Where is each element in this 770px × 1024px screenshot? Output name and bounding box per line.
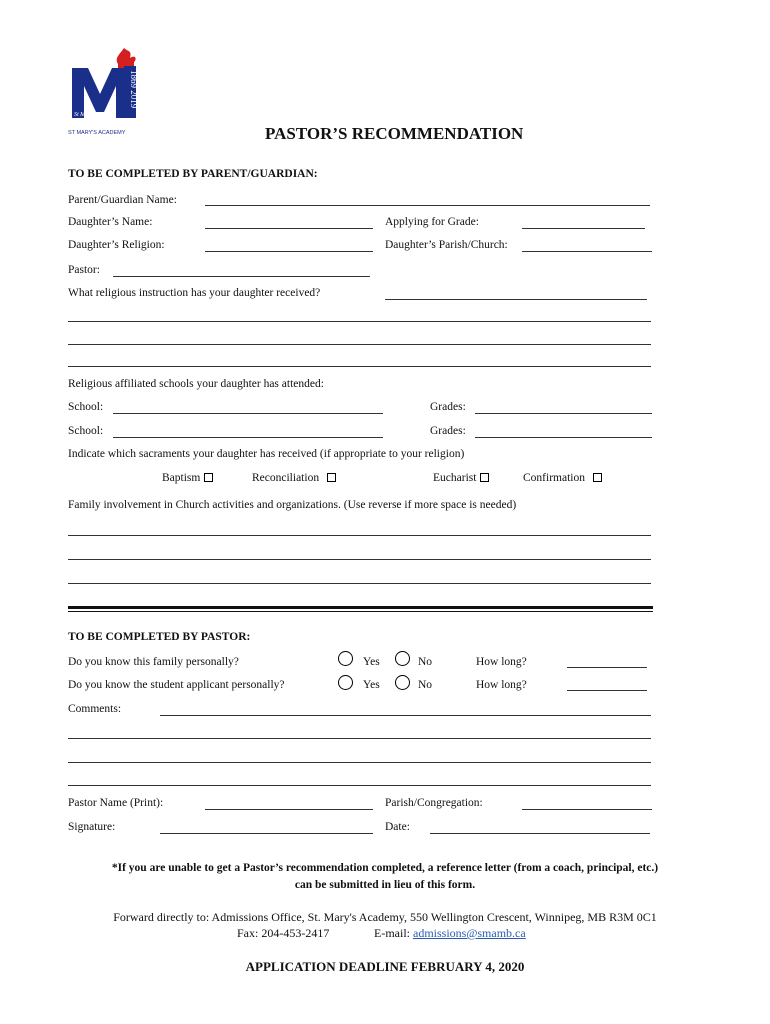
how-long-label: How long? <box>476 679 527 691</box>
grades-field[interactable] <box>475 413 652 414</box>
divider <box>68 606 653 609</box>
school-label: School: <box>68 425 104 437</box>
forward-address: Forward directly to: Admissions Office, St. Mary's Academy, 550 Wellington Crescent, Winnipeg, MB R3M 0C1 <box>113 910 657 924</box>
comments-line[interactable] <box>68 785 651 786</box>
checkbox-icon <box>593 473 602 482</box>
school-field[interactable] <box>113 413 383 414</box>
congregation-label: Parish/Congregation: <box>385 797 483 809</box>
fax: Fax: 204-453-2417 <box>237 926 330 940</box>
grades-label: Grades: <box>430 401 466 413</box>
comments-label: Comments: <box>68 703 122 715</box>
signature-field[interactable] <box>160 833 373 834</box>
parent-name-label: Parent/Guardian Name: <box>68 194 177 206</box>
reconciliation-checkbox[interactable]: Reconciliation <box>252 472 336 484</box>
email-link[interactable]: admissions@smamb.ca <box>413 926 526 940</box>
eucharist-checkbox[interactable]: Eucharist <box>433 472 489 484</box>
checkbox-icon <box>327 473 336 482</box>
school-label: School: <box>68 401 104 413</box>
how-long-label: How long? <box>476 656 527 668</box>
how-long-field[interactable] <box>567 667 647 668</box>
pastor-label: Pastor: <box>68 264 100 276</box>
instruction-line[interactable] <box>68 344 651 345</box>
instruction-field[interactable] <box>385 299 647 300</box>
yes-label: Yes <box>363 656 380 668</box>
instruction-label: What religious instruction has your daughter received? <box>68 287 321 299</box>
religion-field[interactable] <box>205 251 373 252</box>
checkbox-icon <box>204 473 213 482</box>
comments-field[interactable] <box>160 715 651 716</box>
instruction-line[interactable] <box>68 366 651 367</box>
family-label: Family involvement in Church activities and organizations. (Use reverse if more space is needed) <box>68 499 517 511</box>
logo-caption: ST MARY'S ACADEMY <box>68 130 126 136</box>
family-line[interactable] <box>68 535 651 536</box>
schools-label: Religious affiliated schools your daughter has attended: <box>68 378 324 390</box>
no-label: No <box>418 656 433 668</box>
daughter-name-label: Daughter’s Name: <box>68 216 153 228</box>
q2-yes-radio[interactable] <box>338 675 353 690</box>
family-line[interactable] <box>68 559 651 560</box>
note-line-1: *If you are unable to get a Pastor’s recommendation completed, a reference letter (from a coach, principal, etc.) <box>111 862 659 874</box>
parent-heading: TO BE COMPLETED BY PARENT/GUARDIAN: <box>68 168 318 180</box>
pastor-name-field[interactable] <box>205 809 373 810</box>
deadline: APPLICATION DEADLINE FEBRUARY 4, 2020 <box>245 959 525 974</box>
pastor-name-label: Pastor Name (Print): <box>68 797 164 809</box>
grades-label: Grades: <box>430 425 466 437</box>
date-field[interactable] <box>430 833 650 834</box>
no-label: No <box>418 679 433 691</box>
page-title: PASTOR’S RECOMMENDATION <box>265 124 524 143</box>
congregation-field[interactable] <box>522 809 652 810</box>
checkbox-icon <box>480 473 489 482</box>
signature-label: Signature: <box>68 821 116 833</box>
parish-label: Daughter’s Parish/Church: <box>385 239 508 251</box>
confirmation-checkbox[interactable]: Confirmation <box>523 472 602 484</box>
q1-label: Do you know this family personally? <box>68 656 239 668</box>
yes-label: Yes <box>363 679 380 691</box>
pastor-field[interactable] <box>113 276 370 277</box>
q2-no-radio[interactable] <box>395 675 410 690</box>
divider <box>68 611 653 612</box>
how-long-field[interactable] <box>567 690 647 691</box>
instruction-line[interactable] <box>68 321 651 322</box>
baptism-checkbox[interactable]: Baptism <box>162 472 213 484</box>
family-line[interactable] <box>68 583 651 584</box>
date-label: Date: <box>385 821 410 833</box>
parish-field[interactable] <box>522 251 652 252</box>
grades-field[interactable] <box>475 437 652 438</box>
daughter-name-field[interactable] <box>205 228 373 229</box>
q1-no-radio[interactable] <box>395 651 410 666</box>
email-line: E-mail: admissions@smamb.ca <box>374 926 526 940</box>
note-line-2: can be submitted in lieu of this form. <box>294 879 476 891</box>
school-field[interactable] <box>113 437 383 438</box>
parent-name-field[interactable] <box>205 205 650 206</box>
sacraments-label: Indicate which sacraments your daughter has received (if appropriate to your religion) <box>68 448 465 460</box>
school-logo <box>68 46 140 138</box>
comments-line[interactable] <box>68 762 651 763</box>
comments-line[interactable] <box>68 738 651 739</box>
q1-yes-radio[interactable] <box>338 651 353 666</box>
q2-label: Do you know the student applicant personally? <box>68 679 285 691</box>
logo-script: St Mary's <box>74 112 97 118</box>
logo-years: 1869 2019 <box>129 70 139 109</box>
religion-label: Daughter’s Religion: <box>68 239 165 251</box>
applying-grade-label: Applying for Grade: <box>385 216 479 228</box>
pastor-heading: TO BE COMPLETED BY PASTOR: <box>68 631 251 643</box>
grade-field[interactable] <box>522 228 645 229</box>
